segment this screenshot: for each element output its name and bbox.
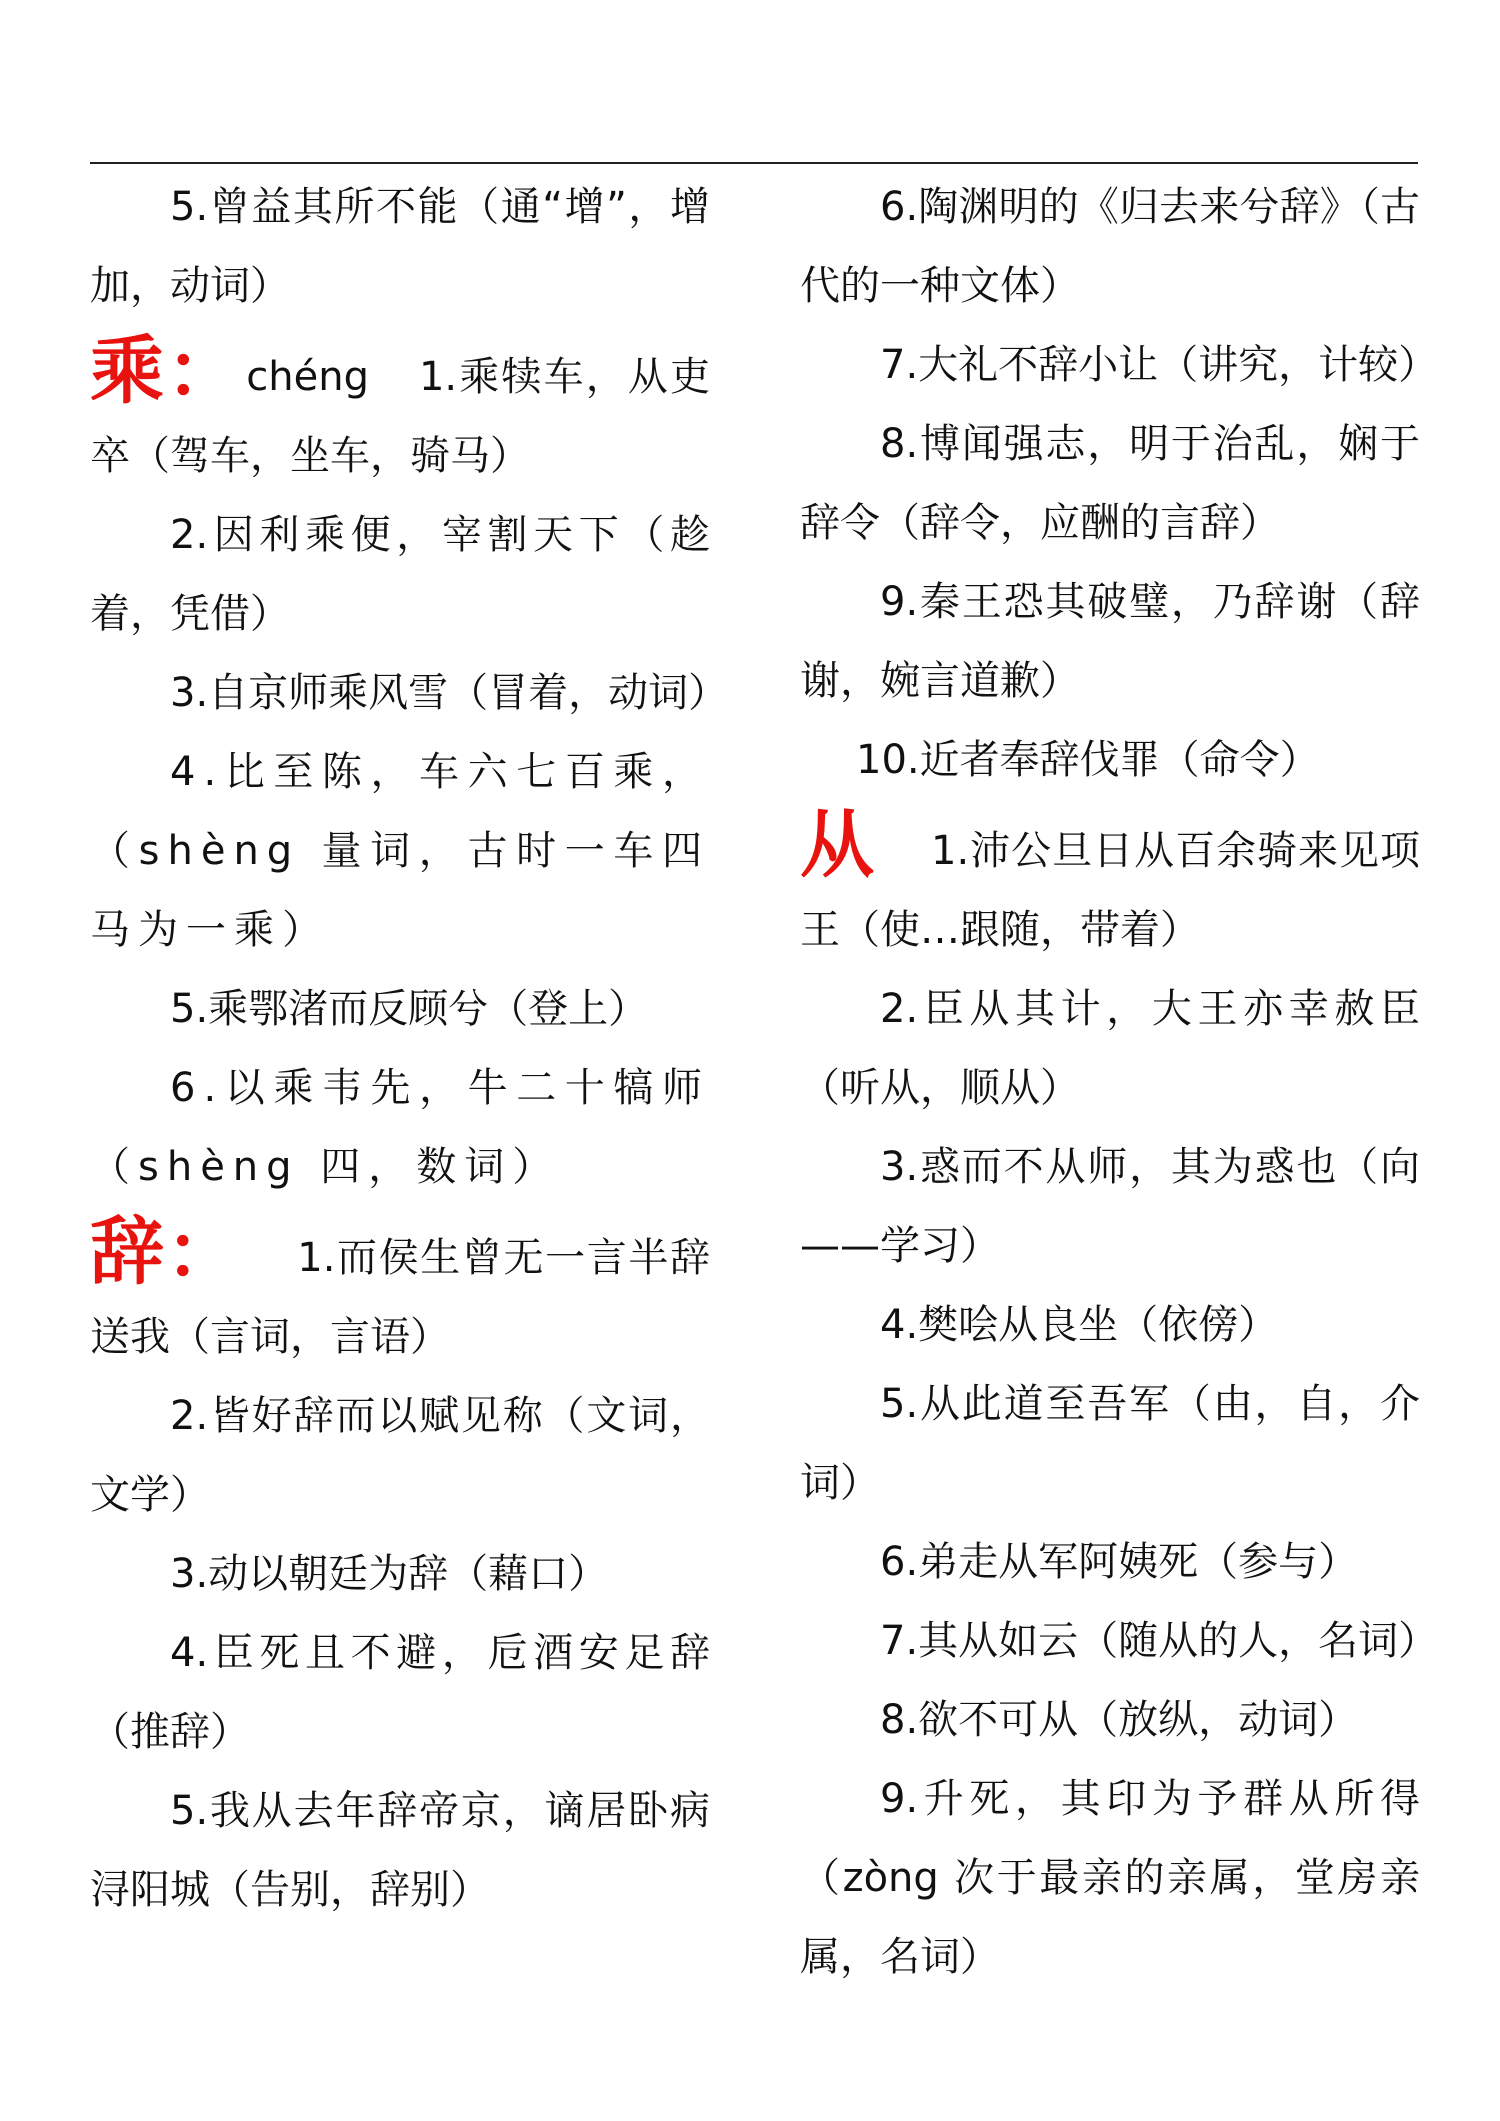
cheng-heading	[90, 326, 710, 496]
ci-item-6: 6.陶渊明的《归去来兮辞》（古代的一种文体）	[800, 184, 1420, 309]
ci-colon: ：	[165, 1209, 242, 1295]
top-rule	[90, 162, 1418, 164]
cong-item-3: 3.惑而不从师，其为惑也（向——学习）	[800, 1144, 1420, 1269]
ci-item-7: 7.大礼不辞小让（讲究，计较）	[880, 342, 1439, 388]
cheng-item-2: 2.因利乘便，宰割天下（趁着，凭借）	[90, 512, 710, 637]
cheng-item-3: 3.自京师乘风雪（冒着，动词）	[170, 670, 729, 716]
cong-item-1: 1.沛公旦日从百余骑来见项王（使…跟随，带着）	[800, 828, 1421, 953]
ci-item-10: 10.近者奉辞伐罪（命令）	[856, 737, 1320, 783]
cheng-item-4: 4.比至陈，车六七百乘，（shèng 量词，古时一车四马为一乘）	[90, 749, 710, 953]
ci-item-1: 1.而侯生曾无一言半辞送我（言词，言语）	[90, 1235, 711, 1360]
cong-item-4: 4.樊哙从良坐（依傍）	[880, 1302, 1279, 1348]
cheng-pinyin: chéng	[246, 354, 369, 400]
cheng-headword: 乘	[90, 328, 167, 414]
cong-item-5: 5.从此道至吾军（由，自，介词）	[800, 1381, 1420, 1506]
ci-item-2: 2.皆好辞而以赋见称（文词，文学）	[90, 1393, 710, 1518]
cong-item-9: 9.升死，其印为予群从所得（zòng 次于最亲的亲属，堂房亲属，名词）	[800, 1776, 1420, 1980]
cong-item-2: 2.臣从其计，大王亦幸赦臣（听从，顺从）	[800, 986, 1420, 1111]
cheng-item-5: 5.乘鄂渚而反顾兮（登上）	[170, 986, 649, 1032]
ci-item-5: 5.我从去年辞帝京，谪居卧病浔阳城（告别，辞别）	[90, 1788, 710, 1913]
right-column	[800, 168, 1439, 1997]
ci-item-9: 9.秦王恐其破璧，乃辞谢（辞谢，婉言道歉）	[800, 579, 1420, 704]
left-column	[90, 168, 729, 1930]
cheng-colon: ：	[166, 328, 243, 414]
zeng-item-5: 5.曾益其所不能（通“增”，增加，动词）	[90, 184, 710, 309]
cong-heading	[800, 800, 1420, 970]
ci-item-3: 3.动以朝廷为辞（藉口）	[170, 1551, 609, 1597]
cong-headword: 从	[800, 802, 875, 888]
ci-item-4: 4.臣死且不避，卮酒安足辞（推辞）	[90, 1630, 710, 1755]
cong-item-7: 7.其从如云（随从的人，名词）	[880, 1618, 1439, 1664]
ci-item-8: 8.博闻强志，明于治乱，娴于辞令（辞令，应酬的言辞）	[800, 421, 1420, 546]
cheng-item-1: 1.乘犊车，从吏卒（驾车，坐车，骑马）	[90, 354, 710, 479]
cong-item-8: 8.欲不可从（放纵，动词）	[880, 1697, 1359, 1743]
ci-headword: 辞	[90, 1209, 166, 1295]
cheng-item-6: 6.以乘韦先，牛二十犒师（shèng 四，数词）	[90, 1065, 710, 1190]
cong-item-6: 6.弟走从军阿姨死（参与）	[880, 1539, 1359, 1585]
ci-heading	[90, 1207, 710, 1377]
